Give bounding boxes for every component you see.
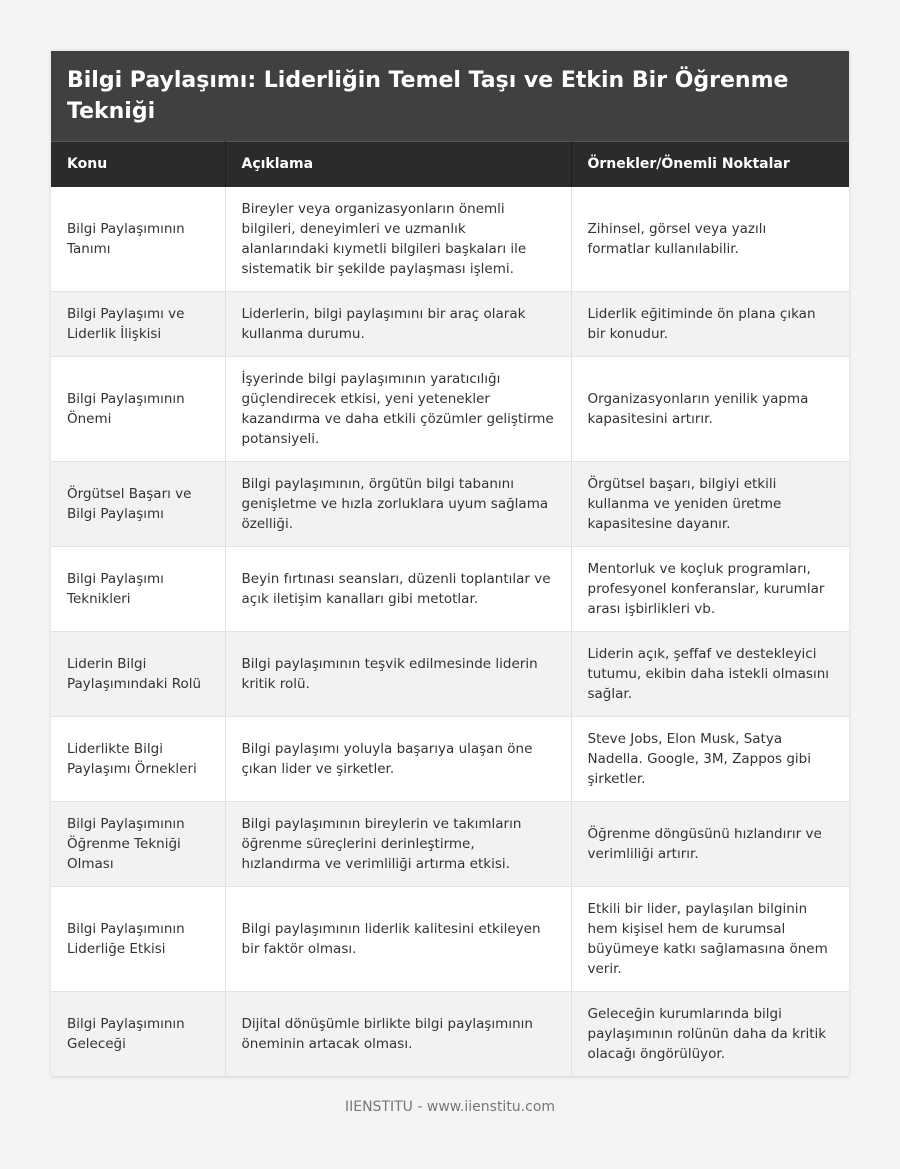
header-ornekler: Örnekler/Önemli Noktalar xyxy=(571,142,849,187)
cell-konu: Bilgi Paylaşımının Tanımı xyxy=(51,187,225,292)
cell-konu: Liderin Bilgi Paylaşımındaki Rolü xyxy=(51,632,225,717)
table-row xyxy=(51,802,849,887)
cell-konu: Bilgi Paylaşımının Geleceği xyxy=(51,992,225,1077)
cell-ornekler: Organizasyonların yenilik yapma kapasitesini artırır. xyxy=(571,357,849,462)
cell-konu: Bilgi Paylaşımının Önemi xyxy=(51,357,225,462)
cell-ornekler: Zihinsel, görsel veya yazılı formatlar kullanılabilir. xyxy=(571,187,849,292)
cell-aciklama: Bilgi paylaşımının, örgütün bilgi tabanını genişletme ve hızla zorluklara uyum sağlama özelliği. xyxy=(225,462,571,547)
cell-ornekler: Öğrenme döngüsünü hızlandırır ve verimliliği artırır. xyxy=(571,802,849,887)
cell-ornekler: Örgütsel başarı, bilgiyi etkili kullanma ve yeniden üretme kapasitesine dayanır. xyxy=(571,462,849,547)
title-bar xyxy=(51,51,849,141)
footer-credit: IIENSTITU - www.iienstitu.com xyxy=(344,1099,556,1115)
cell-aciklama: İşyerinde bilgi paylaşımının yaratıcılığı güçlendirecek etkisi, yeni yetenekler kazandırma ve daha etkili çözümler geliştirme potansiyeli. xyxy=(225,357,571,462)
cell-konu: Örgütsel Başarı ve Bilgi Paylaşımı xyxy=(51,462,225,547)
cell-ornekler: Liderlik eğitiminde ön plana çıkan bir konudur. xyxy=(571,292,849,357)
table-row xyxy=(51,547,849,632)
table-row xyxy=(51,992,849,1077)
cell-aciklama: Bilgi paylaşımının liderlik kalitesini etkileyen bir faktör olması. xyxy=(225,887,571,992)
table-row xyxy=(51,632,849,717)
table-row xyxy=(51,187,849,292)
info-table xyxy=(51,141,849,1077)
table-row xyxy=(51,462,849,547)
cell-aciklama: Bilgi paylaşımının bireylerin ve takımların öğrenme süreçlerini derinleştirme, hızlandırma ve verimliliği artırma etkisi. xyxy=(225,802,571,887)
header-aciklama: Açıklama xyxy=(225,142,571,187)
table-row xyxy=(51,292,849,357)
cell-konu: Bilgi Paylaşımının Öğrenme Tekniği Olması xyxy=(51,802,225,887)
table-header-row xyxy=(51,142,849,187)
cell-ornekler: Steve Jobs, Elon Musk, Satya Nadella. Google, 3M, Zappos gibi şirketler. xyxy=(571,717,849,802)
cell-aciklama: Beyin fırtınası seansları, düzenli toplantılar ve açık iletişim kanalları gibi metotlar. xyxy=(225,547,571,632)
header-konu: Konu xyxy=(51,142,225,187)
content-card xyxy=(51,51,849,1077)
table-row xyxy=(51,357,849,462)
cell-ornekler: Mentorluk ve koçluk programları, profesyonel konferanslar, kurumlar arası işbirlikleri vb. xyxy=(571,547,849,632)
cell-aciklama: Bilgi paylaşımı yoluyla başarıya ulaşan öne çıkan lider ve şirketler. xyxy=(225,717,571,802)
cell-ornekler: Geleceğin kurumlarında bilgi paylaşımının rolünün daha da kritik olacağı öngörülüyor. xyxy=(571,992,849,1077)
cell-ornekler: Etkili bir lider, paylaşılan bilginin hem kişisel hem de kurumsal büyümeye katkı sağlamasına önem verir. xyxy=(571,887,849,992)
cell-konu: Bilgi Paylaşımı ve Liderlik İlişkisi xyxy=(51,292,225,357)
table-row xyxy=(51,717,849,802)
cell-konu: Liderlikte Bilgi Paylaşımı Örnekleri xyxy=(51,717,225,802)
table-row xyxy=(51,887,849,992)
cell-konu: Bilgi Paylaşımının Liderliğe Etkisi xyxy=(51,887,225,992)
cell-aciklama: Bilgi paylaşımının teşvik edilmesinde liderin kritik rolü. xyxy=(225,632,571,717)
cell-aciklama: Bireyler veya organizasyonların önemli bilgileri, deneyimleri ve uzmanlık alanlarındaki kıymetli bilgileri başkaları ile sistematik bir şekilde paylaşması işlemi. xyxy=(225,187,571,292)
cell-konu: Bilgi Paylaşımı Teknikleri xyxy=(51,547,225,632)
cell-aciklama: Liderlerin, bilgi paylaşımını bir araç olarak kullanma durumu. xyxy=(225,292,571,357)
cell-aciklama: Dijital dönüşümle birlikte bilgi paylaşımının öneminin artacak olması. xyxy=(225,992,571,1077)
cell-ornekler: Liderin açık, şeffaf ve destekleyici tutumu, ekibin daha istekli olmasını sağlar. xyxy=(571,632,849,717)
page-title: Bilgi Paylaşımı: Liderliğin Temel Taşı ve Etkin Bir Öğrenme Tekniği xyxy=(67,68,789,124)
